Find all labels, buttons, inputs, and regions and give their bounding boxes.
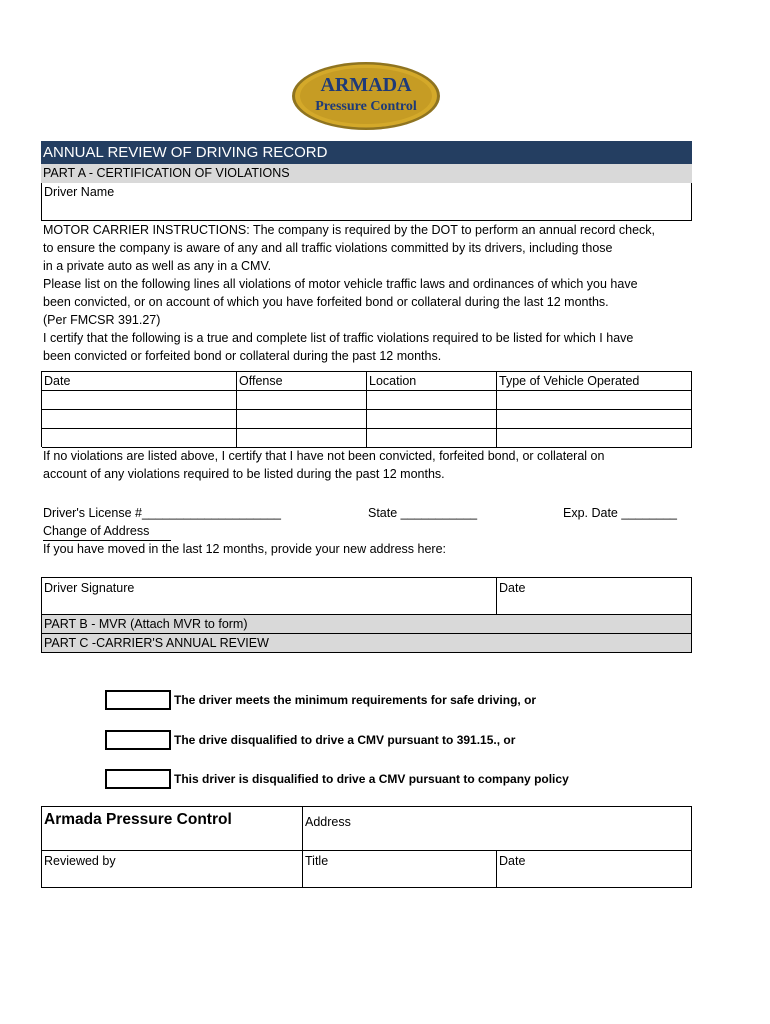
title-label: Title xyxy=(305,854,329,868)
company-name-cell xyxy=(42,807,303,851)
table-cell[interactable] xyxy=(367,410,497,429)
option-label-disqualified-391: The drive disqualified to drive a CMV pursuant to 391.15., or xyxy=(174,733,516,747)
title-field[interactable] xyxy=(303,851,497,887)
change-of-address-label: Change of Address xyxy=(43,522,171,541)
table-cell[interactable] xyxy=(497,391,692,410)
company-logo xyxy=(290,60,442,132)
instruction-line: in a private auto as well as any in a CMV. xyxy=(43,259,272,273)
instruction-line: I certify that the following is a true and complete list of traffic violations required to be listed for which I have xyxy=(43,331,634,345)
instructions-block xyxy=(43,221,655,365)
no-violations-text xyxy=(43,447,604,483)
instruction-line: Please list on the following lines all violations of motor vehicle traffic laws and ordinances of which you have xyxy=(43,277,638,291)
violations-table xyxy=(41,371,692,447)
address-label: Address xyxy=(305,815,351,829)
table-cell[interactable] xyxy=(497,429,692,448)
option-label-safe-driving: The driver meets the minimum requirements for safe driving, or xyxy=(174,693,537,707)
table-cell[interactable] xyxy=(237,429,367,448)
table-cell[interactable] xyxy=(237,410,367,429)
part-b-title: PART B - MVR (Attach MVR to form) xyxy=(41,615,692,634)
signature-date-field[interactable] xyxy=(497,578,691,614)
review-date-field[interactable] xyxy=(497,851,691,887)
table-cell[interactable] xyxy=(42,429,237,448)
no-violations-line: account of any violations required to be listed during the past 12 months. xyxy=(43,467,445,481)
drivers-license-field[interactable]: Driver's License #____________________ xyxy=(43,506,281,520)
reviewed-by-label: Reviewed by xyxy=(44,854,116,868)
driver-signature-field[interactable] xyxy=(42,578,497,614)
signature-row xyxy=(41,577,692,615)
page-title: ANNUAL REVIEW OF DRIVING RECORD xyxy=(41,141,692,164)
state-field[interactable]: State ___________ xyxy=(368,506,478,520)
moved-text: If you have moved in the last 12 months, provide your new address here: xyxy=(43,542,447,556)
driver-signature-label: Driver Signature xyxy=(44,581,135,595)
table-header-location: Location xyxy=(367,372,497,391)
table-header-date: Date xyxy=(42,372,237,391)
logo-line1: ARMADA xyxy=(320,74,412,96)
option-label-disqualified-policy: This driver is disqualified to drive a CMV pursuant to company policy xyxy=(174,772,569,786)
option-checkbox-disqualified-policy[interactable] xyxy=(105,769,171,789)
review-table xyxy=(41,806,692,888)
address-field[interactable] xyxy=(303,807,691,851)
table-cell[interactable] xyxy=(42,410,237,429)
instruction-line: been convicted or forfeited bond or collateral during the past 12 months. xyxy=(43,349,442,363)
driver-name-field[interactable] xyxy=(41,183,692,221)
instruction-line: been convicted, or on account of which you have forfeited bond or collateral during the last 12 months. xyxy=(43,295,609,309)
option-checkbox-disqualified-391[interactable] xyxy=(105,730,171,750)
signature-date-label: Date xyxy=(499,581,526,595)
table-cell[interactable] xyxy=(42,391,237,410)
review-date-label: Date xyxy=(499,854,526,868)
part-a-title: PART A - CERTIFICATION OF VIOLATIONS xyxy=(41,164,692,183)
logo-line2: Pressure Control xyxy=(315,99,417,114)
driver-name-label: Driver Name xyxy=(44,185,115,199)
table-cell[interactable] xyxy=(367,391,497,410)
instruction-line: MOTOR CARRIER INSTRUCTIONS: The company is required by the DOT to perform an annual record check, xyxy=(43,223,656,237)
instruction-line: to ensure the company is aware of any and all traffic violations committed by its drivers, including those xyxy=(43,241,613,255)
table-cell[interactable] xyxy=(237,391,367,410)
table-header-offense: Offense xyxy=(237,372,367,391)
instruction-line: (Per FMCSR 391.27) xyxy=(43,313,161,327)
company-name: Armada Pressure Control xyxy=(44,811,232,828)
reviewed-by-field[interactable] xyxy=(42,851,303,887)
table-cell[interactable] xyxy=(367,429,497,448)
table-cell[interactable] xyxy=(497,410,692,429)
exp-date-field[interactable]: Exp. Date ________ xyxy=(563,506,677,520)
no-violations-line: If no violations are listed above, I certify that I have not been convicted, forfeited bond, or collateral on xyxy=(43,449,605,463)
option-checkbox-safe-driving[interactable] xyxy=(105,690,171,710)
part-c-title: PART C -CARRIER'S ANNUAL REVIEW xyxy=(41,634,692,653)
table-header-vehicle-type: Type of Vehicle Operated xyxy=(497,372,692,391)
